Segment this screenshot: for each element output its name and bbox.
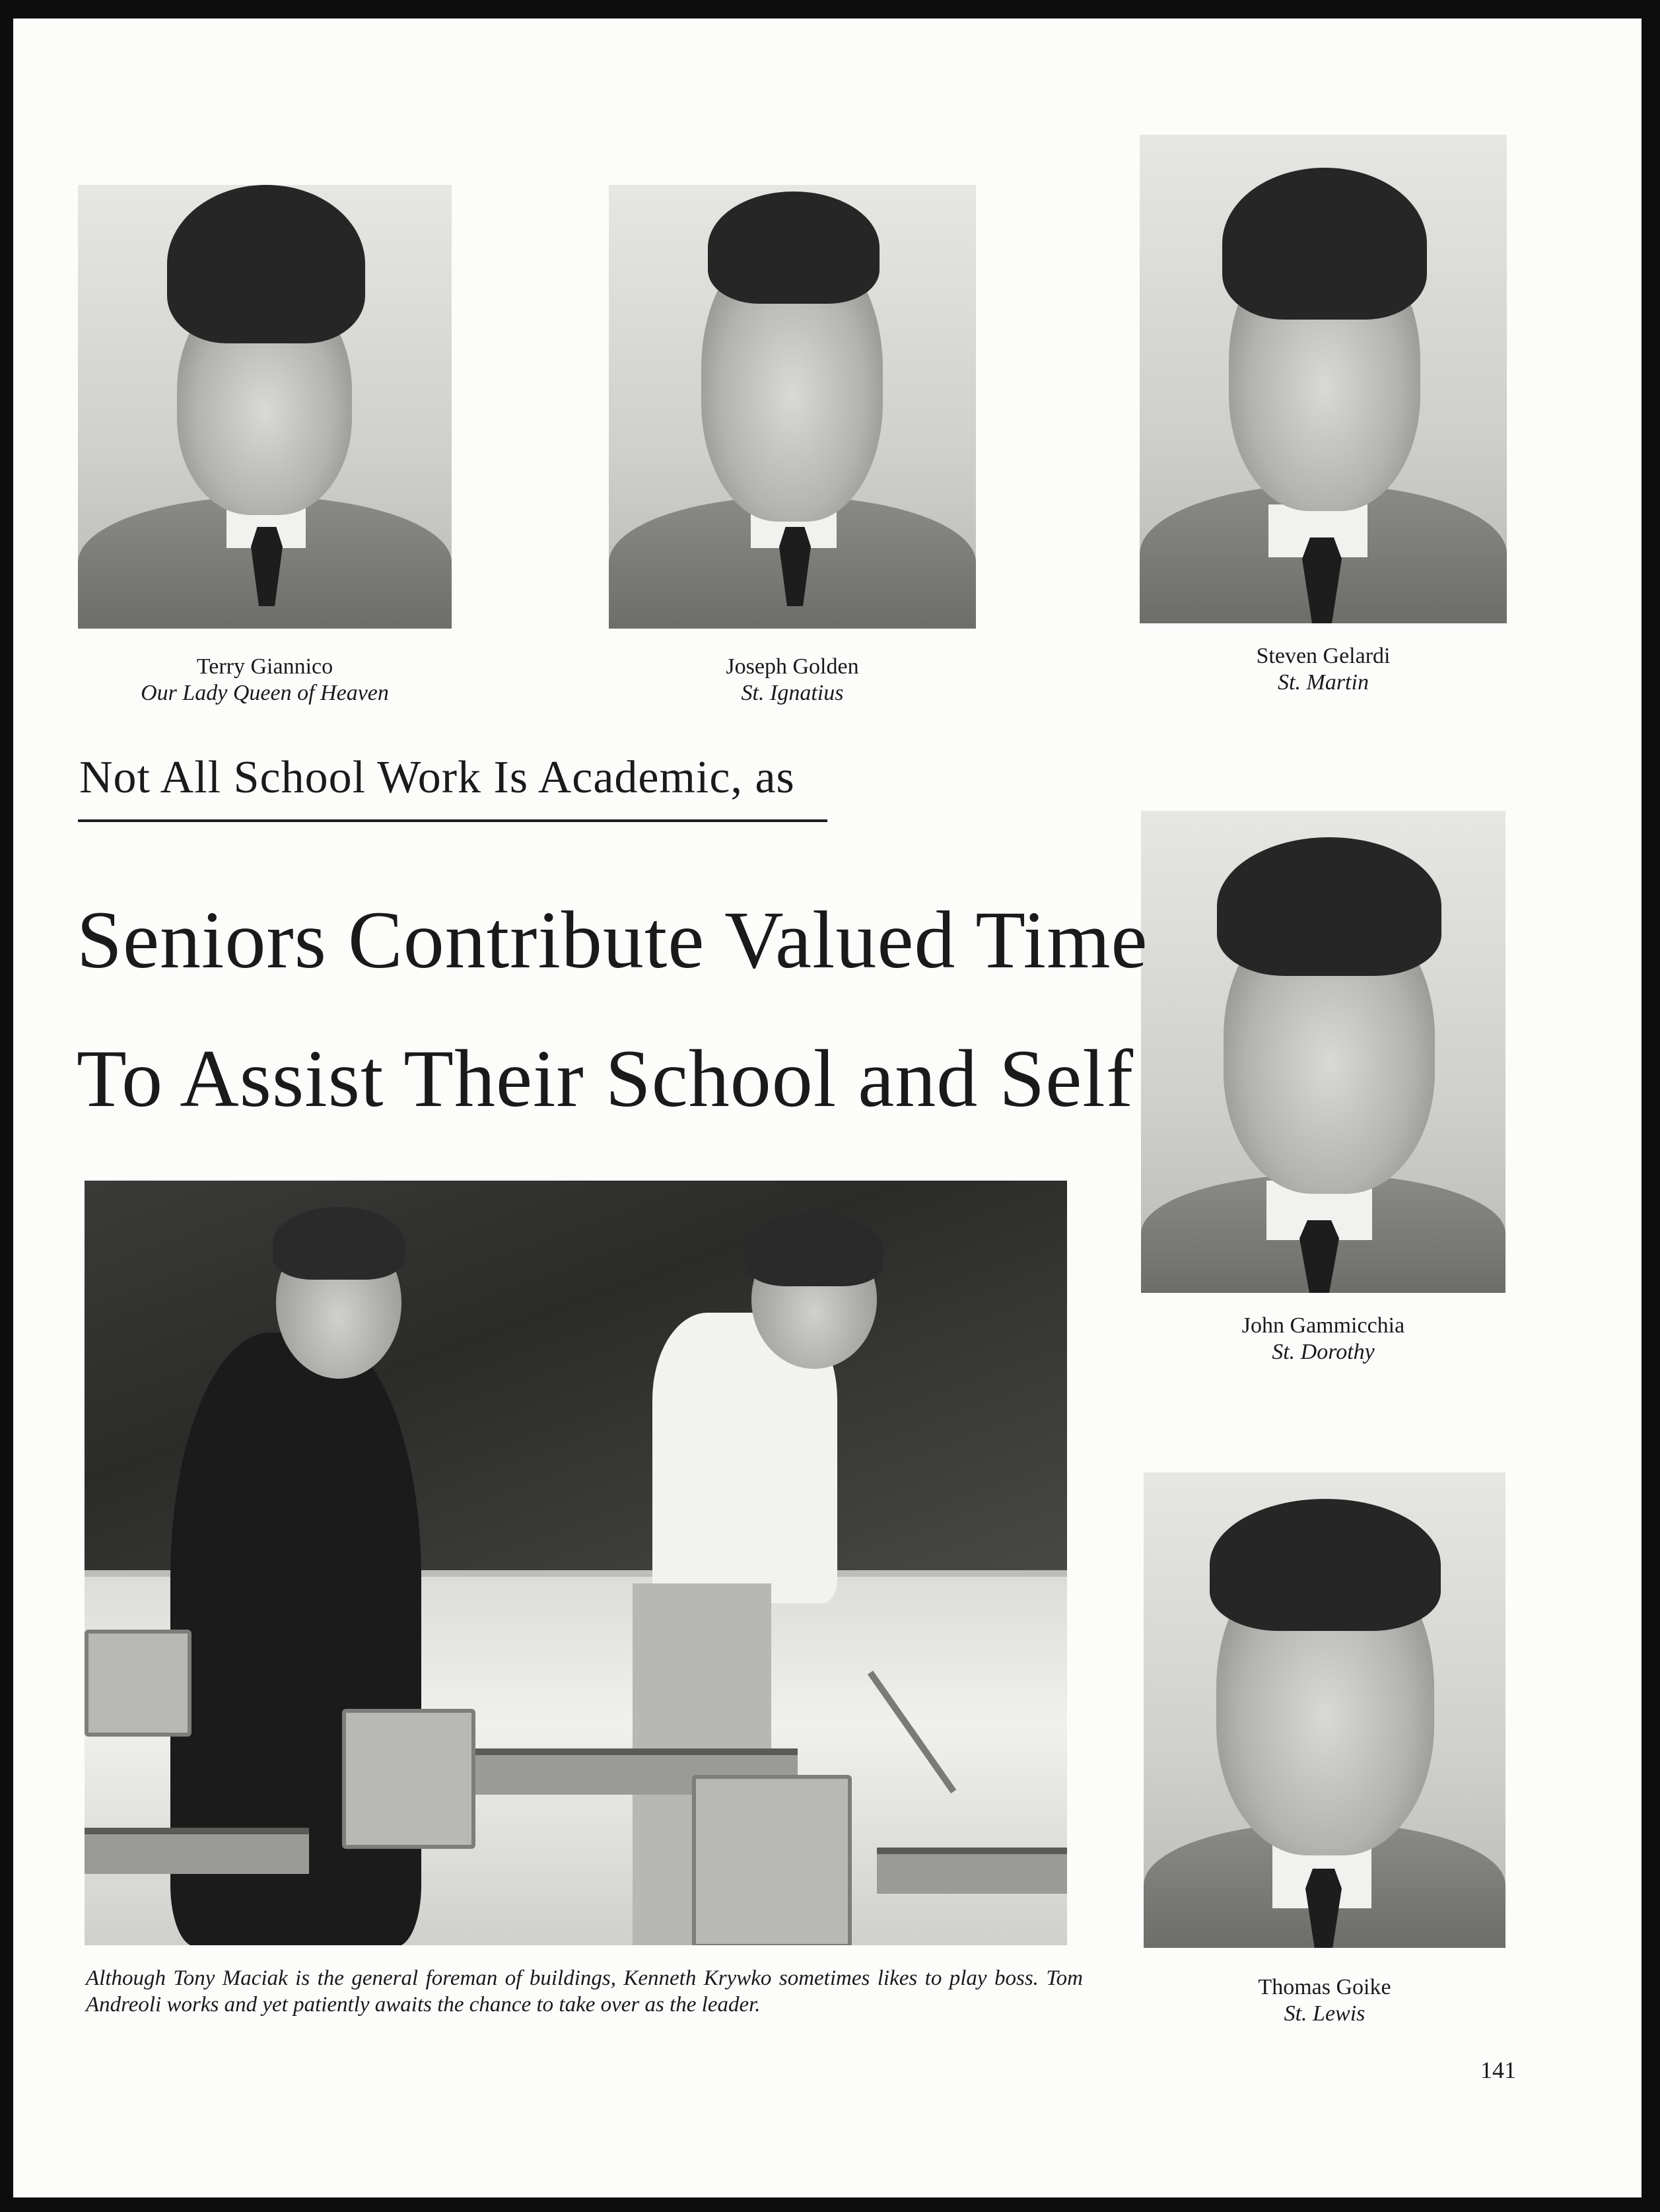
student-parish: St. Ignatius xyxy=(741,681,844,705)
portrait-photo-thomas-goike xyxy=(1144,1472,1505,1948)
student-name: Joseph Golden xyxy=(726,654,859,679)
portrait-photo-steven-gelardi xyxy=(1140,135,1507,623)
portrait-photo-joseph-golden xyxy=(609,185,976,629)
student-name: Thomas Goike xyxy=(1258,1975,1391,1999)
portrait-caption-steven-gelardi xyxy=(1140,643,1507,696)
classroom-photo-caption: Although Tony Maciak is the general foreman of buildings, Kenneth Krywko sometimes likes to play boss. Tom Andreoli works and yet patiently awaits the chance to take over as the leader. xyxy=(86,1966,1083,2017)
portrait-caption-john-gammicchia xyxy=(1141,1313,1505,1365)
portrait-photo-terry-giannico xyxy=(78,185,452,629)
portrait-photo-john-gammicchia xyxy=(1141,811,1505,1293)
portrait-caption-joseph-golden xyxy=(609,654,976,707)
student-name: Terry Giannico xyxy=(196,654,333,679)
student-parish: Our Lady Queen of Heaven xyxy=(141,681,389,705)
classroom-photo xyxy=(85,1181,1067,1945)
portrait-caption-thomas-goike xyxy=(1144,1974,1505,2027)
student-parish: St. Martin xyxy=(1278,670,1369,695)
student-parish: St. Dorothy xyxy=(1272,1340,1375,1364)
student-name: John Gammicchia xyxy=(1241,1313,1405,1338)
headline-line-2: To Assist Their School and Self xyxy=(77,1033,1134,1124)
student-name: Steven Gelardi xyxy=(1256,644,1391,668)
yearbook-page xyxy=(13,18,1642,2197)
page-number: 141 xyxy=(1480,2057,1516,2083)
portrait-caption-terry-giannico xyxy=(78,654,452,707)
headline-line-1: Seniors Contribute Valued Time xyxy=(77,895,1148,985)
student-parish: St. Lewis xyxy=(1284,2001,1366,2026)
article-kicker: Not All School Work Is Academic, as xyxy=(79,752,795,803)
kicker-rule xyxy=(78,819,827,822)
